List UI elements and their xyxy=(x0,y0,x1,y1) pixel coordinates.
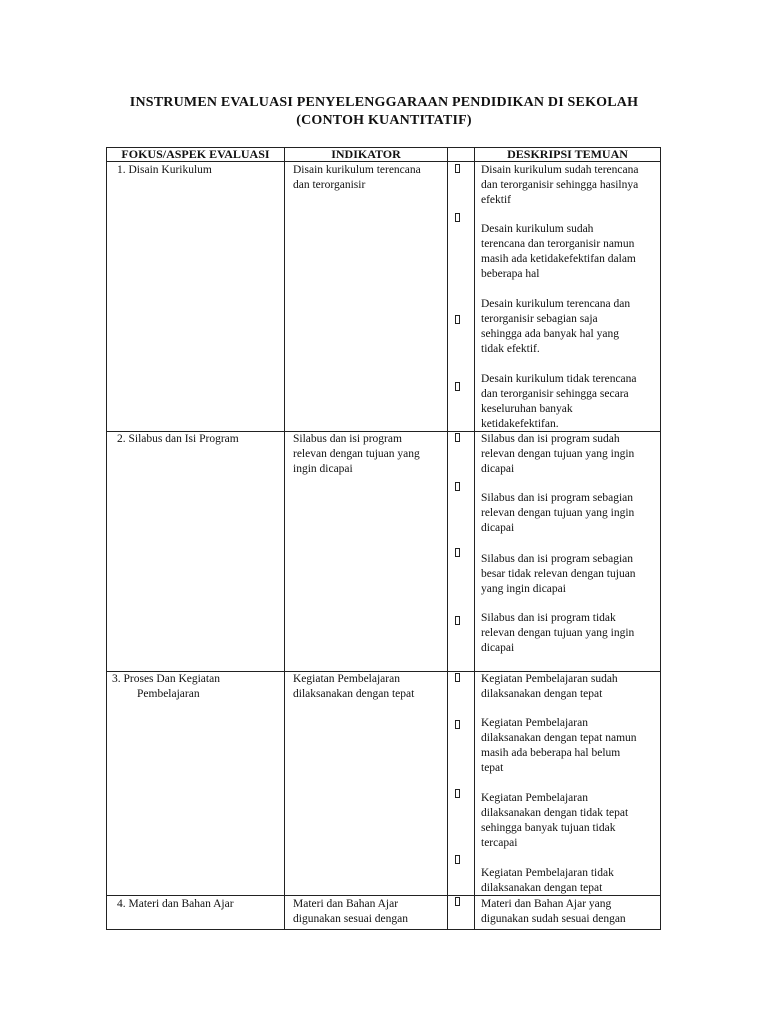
row-1-item-1 xyxy=(481,163,638,208)
desc-line: dilaksanakan dengan tepat xyxy=(481,688,603,700)
desc-line: dan terorganisir sehingga hasilnya xyxy=(481,179,639,191)
indikator-line: Kegiatan Pembelajaran xyxy=(293,673,400,685)
checkbox-icon[interactable] xyxy=(455,433,460,442)
desc-line: Kegiatan Pembelajaran xyxy=(481,792,588,804)
desc-line: Silabus dan isi program tidak xyxy=(481,612,616,624)
document-subtitle: (CONTOH KUANTITATIF) xyxy=(296,113,472,128)
checkbox-icon[interactable] xyxy=(455,673,460,682)
desc-line: Disain kurikulum sudah terencana xyxy=(481,164,639,176)
checkbox-icon[interactable] xyxy=(455,897,460,906)
desc-line: tercapai xyxy=(481,837,518,849)
header-indikator: INDIKATOR xyxy=(331,147,401,161)
row-2-fokus: 2. Silabus dan Isi Program xyxy=(117,433,239,445)
desc-line: yang ingin dicapai xyxy=(481,583,566,595)
row-2-indikator xyxy=(293,432,420,477)
desc-line: Desain kurikulum terencana dan xyxy=(481,298,631,310)
row-1-item-2 xyxy=(481,222,636,282)
document-title: INSTRUMEN EVALUASI PENYELENGGARAAN PENDIDIKAN DI SEKOLAH xyxy=(129,95,639,110)
desc-line: Kegiatan Pembelajaran tidak xyxy=(481,867,614,879)
desc-line: Silabus dan isi program sebagian xyxy=(481,492,634,504)
row-1-fokus: 1. Disain Kurikulum xyxy=(117,164,212,176)
indikator-line: Materi dan Bahan Ajar xyxy=(293,898,399,910)
row-4-fokus: 4. Materi dan Bahan Ajar xyxy=(117,898,234,910)
desc-line: relevan dengan tujuan yang ingin xyxy=(481,507,635,519)
checkbox-icon[interactable] xyxy=(455,548,460,557)
checkbox-icon[interactable] xyxy=(455,164,460,173)
desc-line: masih ada beberapa hal belum xyxy=(481,747,621,759)
row-3-item-1 xyxy=(481,672,618,702)
desc-line: Kegiatan Pembelajaran sudah xyxy=(481,673,618,685)
checkbox-icon[interactable] xyxy=(455,315,460,324)
desc-line: Silabus dan isi program sebagian xyxy=(481,553,634,565)
indikator-line: digunakan sesuai dengan xyxy=(293,913,408,925)
desc-line: dicapai xyxy=(481,522,515,534)
indikator-line: Silabus dan isi program xyxy=(293,433,402,445)
checkbox-icon[interactable] xyxy=(455,482,460,491)
row-3-item-3 xyxy=(481,791,628,851)
desc-line: digunakan sudah sesuai dengan xyxy=(481,913,626,925)
row-1-item-3 xyxy=(481,297,630,357)
desc-line: dan terorganisir sehingga secara xyxy=(481,388,629,400)
desc-line: masih ada ketidakefektifan dalam xyxy=(481,253,636,265)
indikator-line: dilaksanakan dengan tepat xyxy=(293,688,415,700)
desc-line: dicapai xyxy=(481,642,515,654)
checkbox-icon[interactable] xyxy=(455,213,460,222)
row-1-indikator xyxy=(293,163,421,193)
checkbox-icon[interactable] xyxy=(455,789,460,798)
indikator-line: dan terorganisir xyxy=(293,179,366,191)
column-divider xyxy=(474,147,475,930)
row-2-item-1 xyxy=(481,432,634,477)
row-4-indikator xyxy=(293,897,408,927)
checkbox-icon[interactable] xyxy=(455,855,460,864)
desc-line: Kegiatan Pembelajaran xyxy=(481,717,588,729)
desc-line: tidak efektif. xyxy=(481,343,540,355)
desc-line: sehingga ada banyak hal yang xyxy=(481,328,619,340)
desc-line: Desain kurikulum tidak terencana xyxy=(481,373,637,385)
indikator-line: relevan dengan tujuan yang xyxy=(293,448,420,460)
desc-line: dilaksanakan dengan tepat namun xyxy=(481,732,637,744)
desc-line: Materi dan Bahan Ajar yang xyxy=(481,898,612,910)
desc-line: dilaksanakan dengan tidak tepat xyxy=(481,807,629,819)
header-divider xyxy=(106,161,661,162)
checkbox-icon[interactable] xyxy=(455,616,460,625)
column-divider xyxy=(284,147,285,930)
header-deskripsi: DESKRIPSI TEMUAN xyxy=(507,147,628,161)
checkbox-icon[interactable] xyxy=(455,382,460,391)
column-divider xyxy=(447,147,448,930)
row-3-indikator xyxy=(293,672,414,702)
row-4-item-1 xyxy=(481,897,626,927)
desc-line: terorganisir sebagian saja xyxy=(481,313,598,325)
row-3-item-4 xyxy=(481,866,614,896)
row-3-fokus xyxy=(112,672,220,702)
fokus-line: 3. Proses Dan Kegiatan xyxy=(112,673,220,685)
desc-line: tepat xyxy=(481,762,504,774)
table-border-right xyxy=(660,147,661,930)
row-1-item-4 xyxy=(481,372,637,432)
table-border-left xyxy=(106,147,107,930)
row-2-item-2 xyxy=(481,491,634,536)
desc-line: relevan dengan tujuan yang ingin xyxy=(481,627,635,639)
fokus-line: Pembelajaran xyxy=(137,688,200,700)
indikator-line: Disain kurikulum terencana xyxy=(293,164,421,176)
indikator-line: ingin dicapai xyxy=(293,463,353,475)
desc-line: Desain kurikulum sudah xyxy=(481,223,594,235)
desc-line: beberapa hal xyxy=(481,268,540,280)
desc-line: ketidakefektifan. xyxy=(481,418,559,430)
desc-line: keseluruhan banyak xyxy=(481,403,573,415)
row-2-item-3 xyxy=(481,552,636,597)
row-3-item-2 xyxy=(481,716,637,776)
table-border-bottom xyxy=(106,929,661,930)
desc-line: dicapai xyxy=(481,463,515,475)
desc-line: besar tidak relevan dengan tujuan xyxy=(481,568,636,580)
checkbox-icon[interactable] xyxy=(455,720,460,729)
desc-line: dilaksanakan dengan tepat xyxy=(481,882,603,894)
row-2-item-4 xyxy=(481,611,634,656)
desc-line: efektif xyxy=(481,194,512,206)
desc-line: terencana dan terorganisir namun xyxy=(481,238,635,250)
desc-line: sehingga banyak tujuan tidak xyxy=(481,822,616,834)
desc-line: relevan dengan tujuan yang ingin xyxy=(481,448,635,460)
header-fokus: FOKUS/ASPEK EVALUASI xyxy=(121,147,270,161)
desc-line: Silabus dan isi program sudah xyxy=(481,433,620,445)
